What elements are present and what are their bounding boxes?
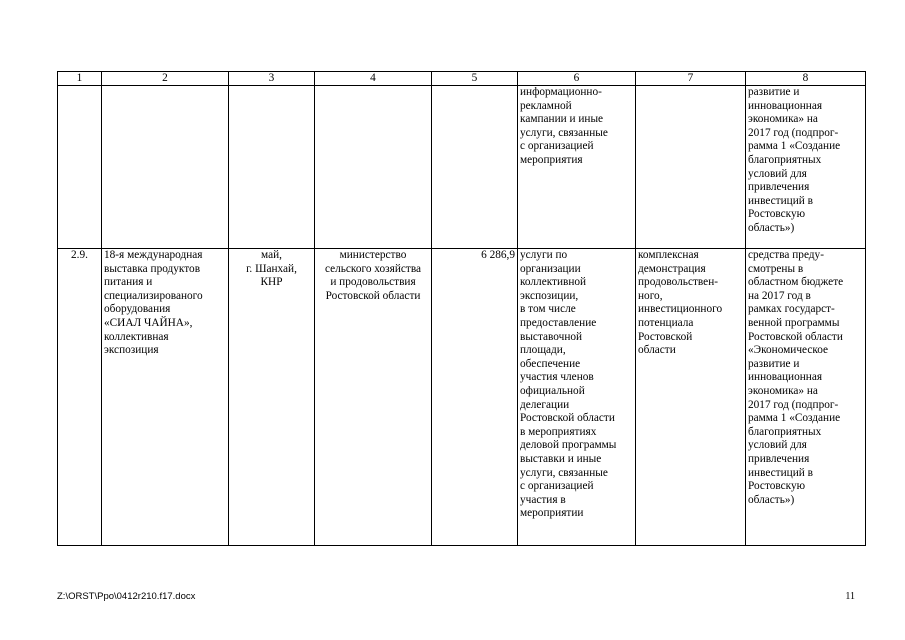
table-row (58, 249, 866, 546)
column-header: 4 (315, 72, 432, 86)
event-cell: 18-я международная выставка продуктов питания и специализированого оборудования «СИАЛ ЧАЙНА», коллективная экспозиция (102, 249, 229, 546)
column-header: 6 (518, 72, 636, 86)
column-header: 3 (229, 72, 315, 86)
goal-cell (636, 86, 746, 249)
amount-cell: 6 286,9 (432, 249, 518, 546)
organizer-cell (315, 86, 432, 249)
column-header: 5 (432, 72, 518, 86)
services-cell: информационно- рекламной кампании и иные услуги, связанные с организацией мероприятия (518, 86, 636, 249)
column-header: 8 (746, 72, 866, 86)
header-row (58, 72, 866, 86)
table-row (58, 86, 866, 249)
event-cell (102, 86, 229, 249)
organizer-cell: министерство сельского хозяйства и продовольствия Ростовской области (315, 249, 432, 546)
plan-table (57, 71, 866, 546)
column-header: 2 (102, 72, 229, 86)
column-header: 1 (58, 72, 102, 86)
date-place-cell: май, г. Шанхай, КНР (229, 249, 315, 546)
page-number: 11 (845, 591, 855, 602)
services-cell: услуги по организации коллективной экспозиции, в том числе предоставление выставочной площади, обеспечение участия членов официальной делегации Ростовской области в мероприятиях деловой программы выставки и иные услуги, связанные с организацией участия в мероприятии (518, 249, 636, 546)
footer-file-path: Z:\ORST\Ppo\0412r210.f17.docx (57, 591, 196, 602)
row-number-cell: 2.9. (58, 249, 102, 546)
funding-cell: средства преду- смотрены в областном бюджете на 2017 год в рамках государст- венной программы Ростовской области «Экономическое развитие и инновационная экономика» на 2017 год (подпрог- рамма 1 «Создание благоприятных условий для привлечения инвестиций в Ростовскую область») (746, 249, 866, 546)
row-number-cell (58, 86, 102, 249)
amount-cell (432, 86, 518, 249)
column-header: 7 (636, 72, 746, 86)
funding-cell: развитие и инновационная экономика» на 2017 год (подпрог- рамма 1 «Создание благоприятных условий для привлечения инвестиций в Ростовскую область») (746, 86, 866, 249)
date-place-cell (229, 86, 315, 249)
goal-cell: комплексная демонстрация продовольствен- ного, инвестиционного потенциала Ростовской области (636, 249, 746, 546)
